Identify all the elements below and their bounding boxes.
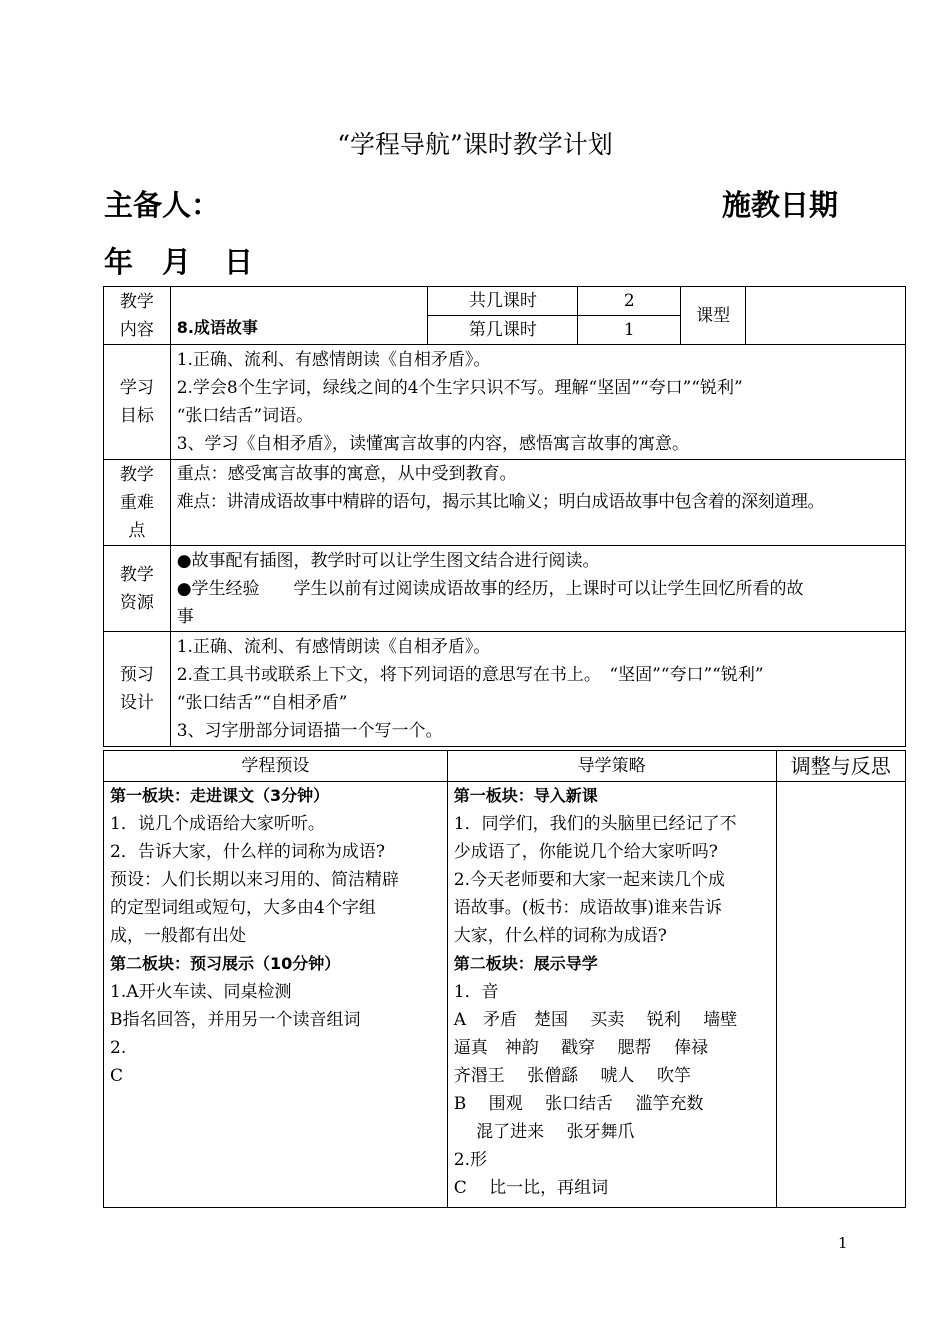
resources-label: 教学 资源 <box>104 546 171 632</box>
content-label: 教学 内容 <box>104 287 171 345</box>
date-fields <box>104 240 253 281</box>
date-label: 施教日期 <box>722 188 839 222</box>
plan-col2-body <box>447 782 776 1208</box>
plan-line: C 比一比，再组词 <box>453 1178 609 1198</box>
goals-label: 学习 目标 <box>104 345 171 460</box>
plan-line: B 围观 张口结舌 滥竽充数 <box>453 1094 704 1114</box>
plan-line: 齐湣王 张僧繇 唬人 吹竽 <box>453 1066 691 1086</box>
resources-text: ●故事配有插图，教学时可以让学生图文结合进行阅读。 ●学生经验 学生以前有过阅读成语故事的经历，上课时可以让学生回忆所看的故 事 <box>170 546 905 632</box>
plan-line: 预设：人们长期以来习用的、简洁精辟 <box>110 870 399 890</box>
plan-line: 2. <box>110 1038 127 1058</box>
author-label: 主备人： <box>104 188 221 222</box>
plan-line: 混了进来 张牙舞爪 <box>453 1122 635 1142</box>
day-label: 日 <box>224 245 254 279</box>
plan-col2-head: 导学策略 <box>447 751 776 782</box>
plan-line: A 矛盾 楚国 买卖 锐利 墙壁 <box>453 1010 738 1030</box>
plan-line: 1．说几个成语给大家听听。 <box>110 814 325 834</box>
total-periods-value: 2 <box>578 287 681 316</box>
page-number: 1 <box>838 1234 848 1252</box>
process-steps <box>110 782 441 1090</box>
year-label: 年 <box>104 245 134 279</box>
period-no-label: 第几课时 <box>428 316 578 345</box>
plan-line: 语故事。(板书：成语故事)谁来告诉 <box>453 898 723 918</box>
preview-label: 预习 设计 <box>104 632 171 747</box>
plan-line: 1．同学们，我们的头脑里已经记了不 <box>453 814 737 834</box>
period-no-value: 1 <box>578 316 681 345</box>
plan-col3-head: 调整与反思 <box>776 751 905 782</box>
goals-text: 1.正确、流利、有感情朗读《自相矛盾》。 2.学会8个生字词，绿线之间的4个生字只识不写。理解“坚固”“夸口”“锐利” “张口结舌”词语。 3、学习《自相矛盾》，读懂寓言故事的内容，感悟寓言故事的寓意。 <box>170 345 905 460</box>
content-value: 8.成语故事 <box>170 287 428 345</box>
plan-line: 1．音 <box>453 982 499 1002</box>
plan-line: 1.A开火车读、同桌检测 <box>110 982 292 1002</box>
plan-line: 成，一般都有出处 <box>110 926 246 946</box>
plan-line: 少成语了，你能说几个给大家听吗? <box>453 842 718 862</box>
plan-line: 2.今天老师要和大家一起来读几个成 <box>453 870 725 890</box>
plan-line: 2．告诉大家，什么样的词称为成语? <box>110 842 385 862</box>
plan-line: 第一板块：走进课文（3分钟） <box>110 786 330 805</box>
plan-col1-head: 学程预设 <box>104 751 448 782</box>
focus-text: 重点：感受寓言故事的寓意，从中受到教育。 难点：讲清成语故事中精辟的语句，揭示其比喻义；明白成语故事中包含着的深刻道理。 <box>170 460 905 546</box>
plan-line: 第二板块：预习展示（10分钟） <box>110 954 341 973</box>
type-label: 课型 <box>681 287 746 345</box>
strategy-steps <box>454 782 770 1202</box>
plan-line: 逼真 神韵 戳穿 腮帮 俸禄 <box>453 1038 708 1058</box>
plan-line: 第一板块：导入新课 <box>453 786 598 805</box>
type-value <box>746 287 906 345</box>
plan-line: 大家，什么样的词称为成语? <box>453 926 667 946</box>
plan-line: B指名回答，并用另一个读音组词 <box>110 1010 361 1030</box>
page-title: “学程导航”课时教学计划 <box>337 130 613 159</box>
plan-line: 的定型词组或短句，大多由4个字组 <box>110 898 376 918</box>
plan-line: 第二板块：展示导学 <box>453 954 598 973</box>
plan-col3-body <box>776 782 905 1208</box>
plan-line: 2.形 <box>453 1150 487 1170</box>
month-label: 月 <box>162 245 192 279</box>
total-periods-label: 共几课时 <box>428 287 578 316</box>
plan-col1-body <box>104 782 448 1208</box>
plan-table <box>103 750 906 1208</box>
preview-text: 1.正确、流利、有感情朗读《自相矛盾》。 2.查工具书或联系上下文，将下列词语的意思写在书上。 “坚固”“夸口”“锐利” “张口结舌”“自相矛盾” 3、习字册部分词语描一个写一个。 <box>170 632 905 747</box>
info-table <box>103 286 906 747</box>
plan-line: C <box>110 1066 124 1086</box>
focus-label: 教学 重难 点 <box>104 460 171 546</box>
